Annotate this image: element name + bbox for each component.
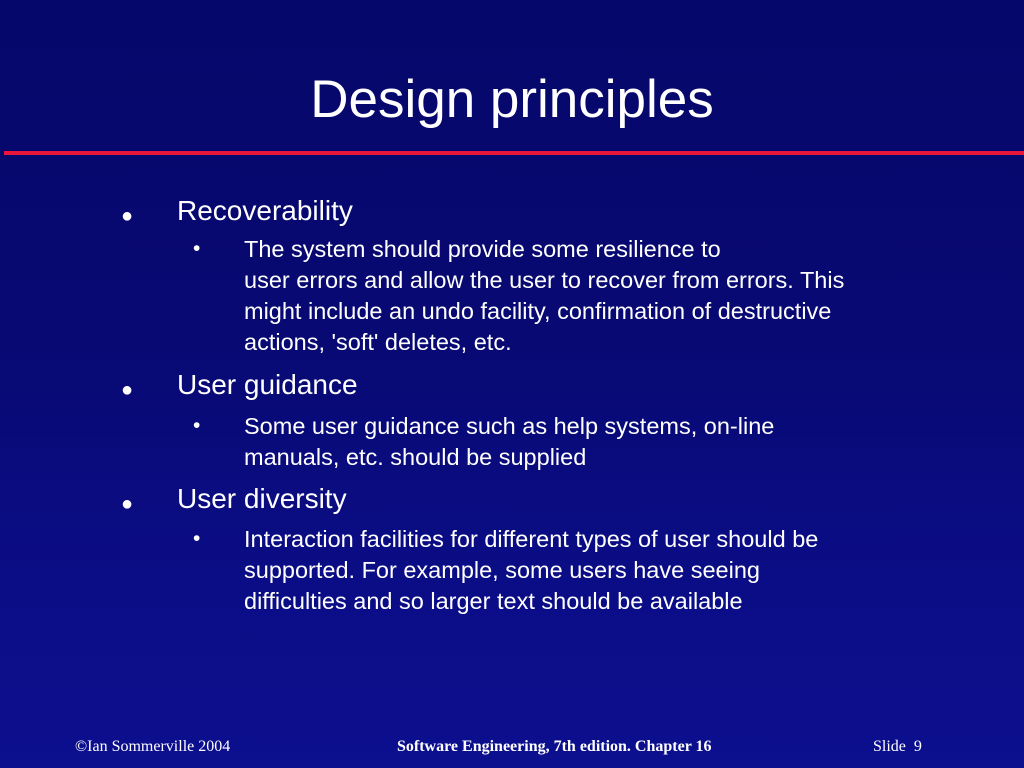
text-line: difficulties and so larger text should be available [244, 588, 743, 614]
text-line: Some user guidance such as help systems, on-line [244, 413, 775, 439]
text-line: manuals, etc. should be supplied [244, 444, 587, 470]
text-line: actions, 'soft' deletes, etc. [244, 329, 512, 355]
level2-bullet: • [193, 527, 201, 550]
recoverability-description [244, 234, 984, 358]
user-guidance-description [244, 411, 984, 473]
level2-bullet: • [193, 237, 201, 260]
footer-slide-number [873, 736, 922, 758]
slide-number: 9 [913, 738, 922, 755]
level2-bullet: • [193, 414, 201, 437]
level1-bullet: ● [121, 379, 134, 401]
slide-label: Slide [873, 738, 906, 755]
heading-user-diversity: User diversity [177, 483, 347, 514]
level1-bullet: ● [121, 205, 134, 227]
footer-copyright: ©Ian Sommerville 2004 [75, 738, 231, 755]
text-line: user errors and allow the user to recover from errors. This [244, 267, 845, 293]
text-line: supported. For example, some users have seeing [244, 557, 760, 583]
text-line: might include an undo facility, confirmation of destructive [244, 298, 832, 324]
text-line: The system should provide some resilience to [244, 236, 721, 262]
heading-recoverability: Recoverability [177, 195, 353, 226]
footer-book-title: Software Engineering, 7th edition. Chapter 16 [397, 738, 712, 755]
text-line: Interaction facilities for different types of user should be [244, 526, 819, 552]
level1-bullet: ● [121, 493, 134, 515]
user-diversity-description [244, 524, 984, 617]
heading-user-guidance: User guidance [177, 369, 358, 400]
slide-title: Design principles [310, 70, 714, 129]
